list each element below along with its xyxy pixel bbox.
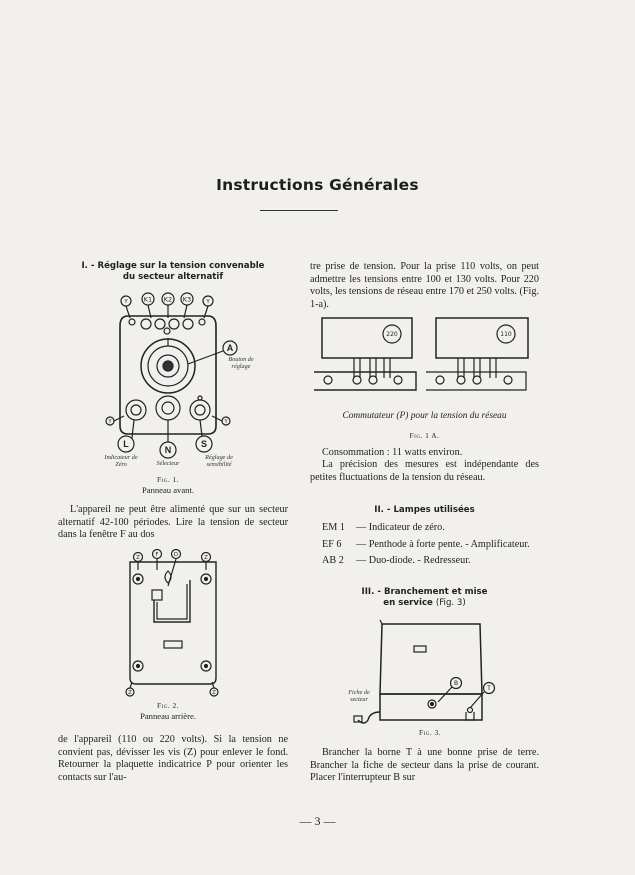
figure-3-caption: Fig. 3. [418,728,442,737]
figure-1-front-panel [98,288,298,473]
lamp-key: AB 2 [322,555,344,567]
y-label-left-top: Y [124,299,128,305]
k3-label: K3 [182,295,192,304]
title-divider [260,210,338,211]
label-b: B [453,680,459,687]
section-1-heading [58,261,288,283]
z-label-bottom-left: Z [128,690,132,696]
figure-1a-caption: Commutateur (P) pour la tension du réseau [342,411,507,421]
figure-1a-commutator [312,316,542,396]
figure-1-caption: Fig. 1. [156,475,180,484]
right-paragraph-3: La précision des mesures est indépendante des petites fluctuations de la tension du réseau. [310,459,539,483]
section-3-heading-line1: III. - Branchement et mise [361,587,488,597]
page-title: Instructions Générales [216,176,419,194]
y-label-right-top: Y [206,299,210,305]
left-paragraph-1: L'appareil ne peut être alimenté que sur un secteur alternatif 42-100 périodes. Lire la tension de secteur dans la fenêtre F au dos [58,504,288,541]
k1-label: K1 [143,295,153,304]
lamp-row [322,539,539,552]
label-l: L [123,439,129,449]
section-3-heading-line2: en service [383,598,433,608]
label-indicateur-zero: Indicateur de Zéro [104,454,138,468]
right-paragraph-4: Brancher la borne T à une bonne prise de terre. Brancher la fiche de secteur dans la prise de courant. Placer l'interrupteur B sur [310,747,539,784]
consumption-text: Consommation : 11 watts environ. [322,447,463,458]
section-3-heading [310,587,539,609]
figure-1-subcaption: Panneau avant. [141,485,195,495]
d-label: D [173,552,179,558]
label-a: A [226,343,234,353]
y-label-left: Y [108,419,112,425]
label-t: T [487,685,491,692]
z-label-top-left: Z [136,555,140,561]
voltage-110-label: 110 [500,331,512,338]
label-bouton-reglage: Bouton de réglage [228,356,254,370]
figure-3-connection [340,620,540,730]
label-n: N [164,445,172,455]
left-paragraph-2: de l'appareil (110 ou 220 volts). Si la tension ne convient pas, dévisser les vis (Z) pour enlever le fond. Retourner la plaquette indicatrice P pour orienter les contacts sur l'au- [58,734,288,783]
figure-2-subcaption: Panneau arrière. [140,711,196,721]
section-1-heading-line1: I. - Réglage sur la tension convenable [81,261,265,271]
section-1-heading-line2: du secteur alternatif [122,272,224,282]
right-paragraph-1: tre prise de tension. Pour la prise 110 volts, on peut admettre les tensions entre 100 et 130 volts. Pour 220 volts, les tensions de réseau entre 170 et 250 volts. (Fig. 1-a). [310,261,539,310]
k2-label: K2 [163,295,173,304]
lamp-row [322,555,539,568]
y-label-right: Y [224,419,228,425]
page-number: — 3 — [299,814,336,828]
figure-2-caption: Fig. 2. [156,701,180,710]
label-reglage-sensibilite: Réglage de sensibilité [205,454,233,468]
label-s: S [200,439,208,449]
lamp-desc: — Penthode à forte pente. - Amplificateur. [356,538,530,550]
section-3-figure-ref: (Fig. 3) [435,598,466,608]
z-label-top-right: Z [204,555,208,561]
label-selecteur: Sélecteur [156,460,180,467]
z-label-bottom-right: Z [212,690,216,696]
lamp-desc: — Indicateur de zéro. [356,522,445,533]
lamp-desc: — Duo-diode. - Redresseur. [356,555,471,567]
section-2-heading: II. - Lampes utilisées [374,505,475,515]
label-fiche-secteur: Fiche de secteur [348,689,370,703]
figure-2-rear-panel [118,546,228,696]
lamp-row [322,522,539,535]
voltage-220-label: 220 [386,331,398,338]
lamp-list [322,522,539,568]
lamp-key: EF 6 [322,538,342,550]
lamp-key: EM 1 [322,522,345,533]
f-label: F [155,552,159,558]
figure-1a-subcaption: Fig. 1 A. [409,431,440,440]
